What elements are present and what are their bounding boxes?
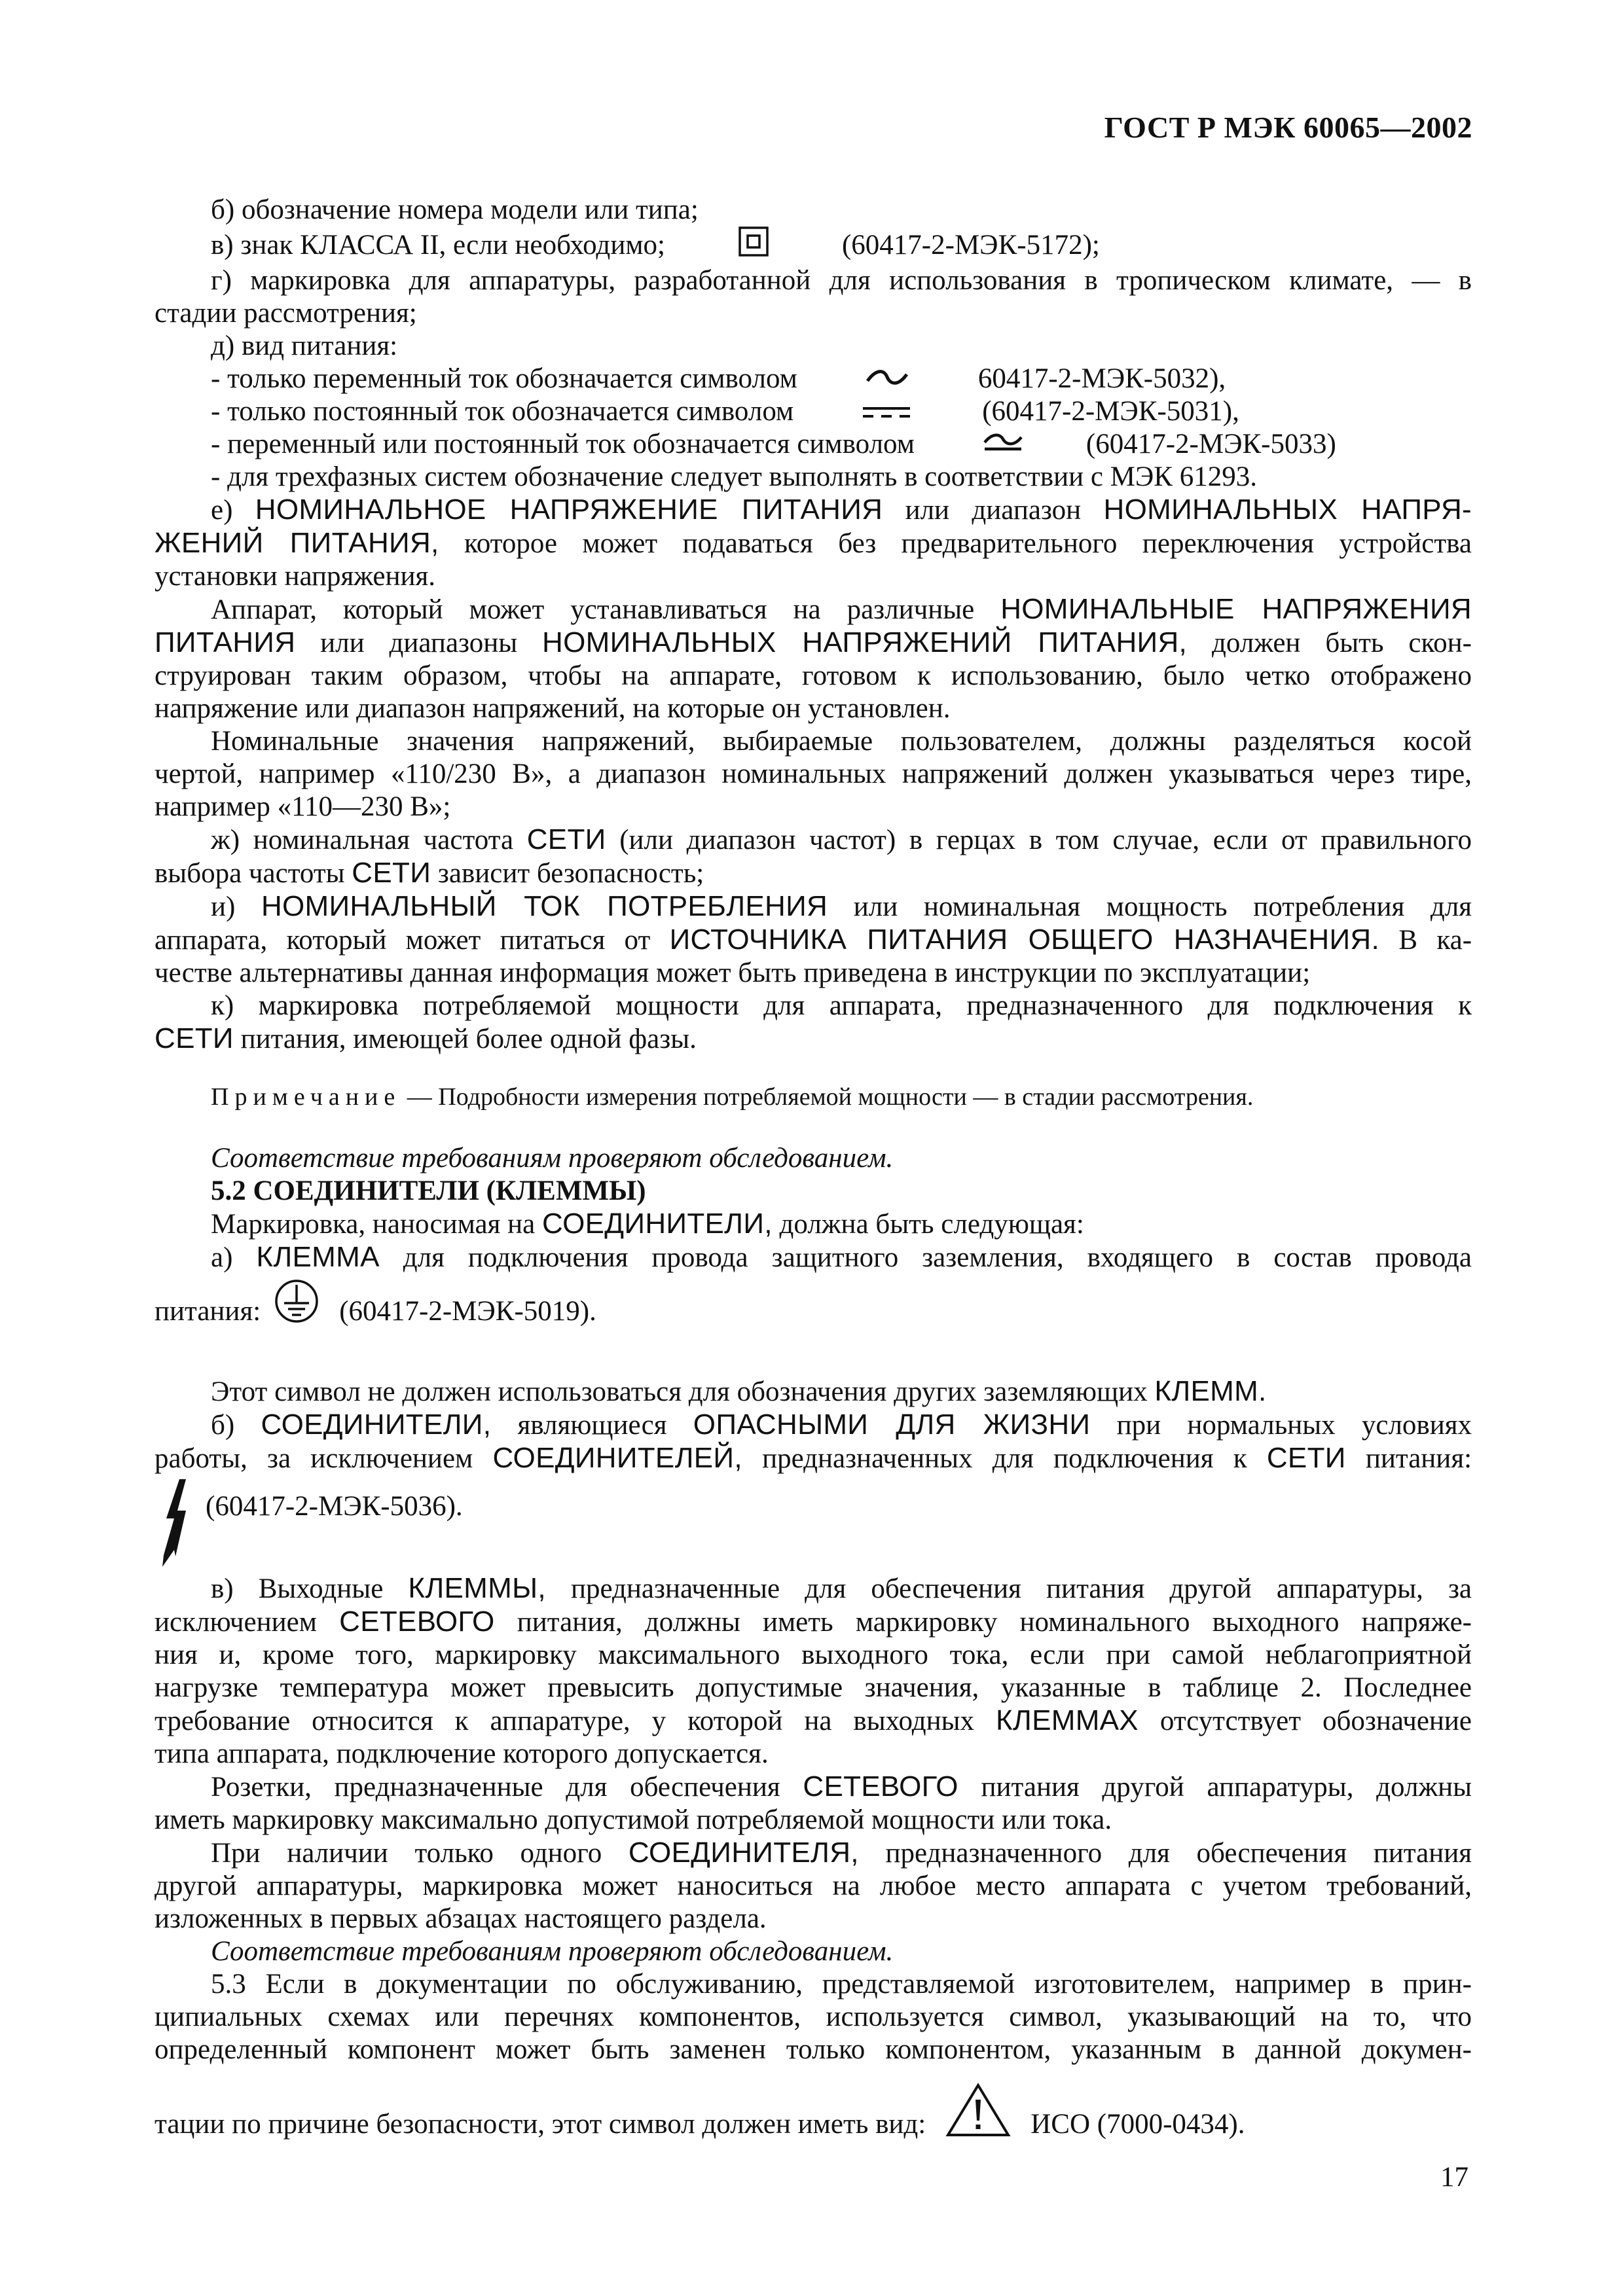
s52-b-line2 xyxy=(155,1442,1472,1475)
s52-v-text5: требование относится к аппаратуре, у которой на выходных xyxy=(155,1706,975,1736)
item-k-text: питания, имеющей более одной фазы. xyxy=(240,1024,697,1054)
s52-b-text2: при нормальных условиях xyxy=(1116,1410,1472,1441)
s52-v-text4: питания, должны иметь маркировку номинального выходного напряже- xyxy=(517,1607,1472,1638)
para1-line4: напряжение или диапазон напряжений, на которые он установлен. xyxy=(155,693,951,724)
s52-r-text: Розетки, предназначенные для обеспечения xyxy=(211,1772,780,1803)
note-text: — Подробности измерения потребляемой мощности — в стадии рассмотрения. xyxy=(407,1083,1254,1111)
dangerous-voltage-icon xyxy=(160,1477,190,1576)
item-zh-text4: зависит безопасность; xyxy=(437,858,704,889)
term-rated-voltages-cont: ЖЕНИЙ ПИТАНИЯ, xyxy=(155,527,439,559)
s52-v-line2 xyxy=(155,1605,1472,1639)
s52-s-line2: другой аппаратуры, маркировка может наноситься на любое место аппарата с учетом требований, xyxy=(155,1871,1472,1901)
s52-b-text: являющиеся xyxy=(517,1410,667,1441)
s52-s-text: При наличии только одного xyxy=(211,1838,602,1869)
s53-ref: ИСО (7000-0434). xyxy=(1030,2109,1245,2140)
item-i-text2: аппарата, который может питаться от xyxy=(155,925,651,956)
s52-b-ref: (60417-2-МЭК-5036). xyxy=(206,1491,463,1522)
term-terminals2: КЛЕММЫ, xyxy=(408,1572,546,1604)
protective-earth-icon xyxy=(274,1278,319,1332)
para2-line3: например «110—230 В»; xyxy=(155,791,451,822)
s52-a-text2: питания: xyxy=(155,1296,261,1327)
section-5-2-heading: 5.2 СОЕДИНИТЕЛИ (КЛЕММЫ) xyxy=(211,1175,646,1206)
term-mains3: СЕТИ xyxy=(155,1022,234,1054)
term-mains2: СЕТИ xyxy=(352,857,431,889)
item-g-line1: г) маркировка для аппаратуры, разработанной для использования в тропическом климате, — в xyxy=(211,265,1472,296)
term-supply: ПИТАНИЯ xyxy=(155,626,296,658)
s52-r-text2: питания другой аппаратуры, должны xyxy=(981,1772,1472,1803)
warning-triangle-icon xyxy=(945,2083,1011,2145)
item-i-line2 xyxy=(155,924,1472,957)
item-ac-ref: 60417-2-МЭК-5032), xyxy=(977,363,1226,394)
s52-a-text: для подключения провода защитного заземления, входящего в состав провода xyxy=(403,1242,1472,1273)
item-v-text: в) знак КЛАССА II, если необходимо; xyxy=(211,230,665,260)
para1-text3: должен быть скон- xyxy=(1211,628,1472,658)
s52-a-text3: Этот символ не должен использоваться для обозначения других заземляющих xyxy=(211,1376,1148,1407)
term-mains4: СЕТИ xyxy=(1266,1442,1346,1474)
item-acdc xyxy=(155,428,1472,461)
term-mains: СЕТИ xyxy=(526,823,606,855)
para1-text2: или диапазоны xyxy=(320,628,518,658)
para2-line2: чертой, например «110/230 В», а диапазон номинальных напряжений должен указываться через тире, xyxy=(155,759,1472,789)
page-header: ГОСТ Р МЭК 60065—2002 xyxy=(1104,111,1472,144)
item-v-ref: (60417-2-МЭК-5172); xyxy=(841,230,1100,260)
term-mains-supply2: СЕТЕВОГО xyxy=(803,1770,958,1803)
s53-line4 xyxy=(155,2095,1472,2154)
s52-v-text2: предназначенные для обеспечения питания другой аппаратуры, за xyxy=(570,1573,1472,1604)
s52-a-line3 xyxy=(155,1375,1472,1408)
term-rated-voltage-ranges: НОМИНАЛЬНЫХ НАПРЯЖЕНИЙ ПИТАНИЯ, xyxy=(542,626,1188,658)
item-e-line1 xyxy=(155,493,1472,527)
term-rated-supply-voltages: НОМИНАЛЬНЫЕ НАПРЯЖЕНИЯ xyxy=(1000,593,1472,625)
term-connectors3: СОЕДИНИТЕЛЕЙ, xyxy=(492,1442,742,1474)
s52-s-text2: предназначенного для обеспечения питания xyxy=(885,1838,1472,1869)
s52-b-text5: питания: xyxy=(1365,1443,1472,1474)
item-e-text2: которое может подаваться без предварительного переключения устройства xyxy=(464,528,1472,559)
item-dc-text: - только постоянный ток обозначается символом xyxy=(211,396,794,427)
s52-r-line2: иметь маркировку максимально допустимой потребляемой мощности или тока. xyxy=(155,1804,1112,1835)
s52-b-text4: предназначенных для подключения к xyxy=(762,1443,1247,1474)
term-connector: СОЕДИНИТЕЛЯ, xyxy=(628,1837,859,1869)
s52-a-ref: (60417-2-МЭК-5019). xyxy=(339,1296,596,1327)
alternating-current-icon xyxy=(809,363,909,395)
para1-line1 xyxy=(155,593,1472,626)
item-ac xyxy=(155,363,1472,395)
check-statement-2: Соответствие требованиям проверяют обследованием. xyxy=(211,1936,894,1967)
check-statement-1: Соответствие требованиям проверяют обследованием. xyxy=(211,1143,894,1174)
item-threephase: - для трехфазных систем обозначение следует выполнять в соответствии с МЭК 61293. xyxy=(211,461,1257,492)
item-i-line3: честве альтернативы данная информация может быть приведена в инструкции по эксплуатации; xyxy=(155,958,1311,988)
item-d: д) вид питания: xyxy=(211,331,398,361)
term-connectors2: СОЕДИНИТЕЛИ, xyxy=(261,1408,492,1441)
s53-text: тации по причине безопасности, этот символ должен иметь вид: xyxy=(155,2109,926,2140)
term-rated-current: НОМИНАЛЬНЫЙ ТОК ПОТРЕБЛЕНИЯ xyxy=(261,890,828,922)
s52-b-marker: б) xyxy=(211,1410,235,1441)
item-i-marker: и) xyxy=(211,891,236,922)
para2-line1: Номинальные значения напряжений, выбираемые пользователем, должны разделяться косой xyxy=(211,726,1472,757)
item-acdc-ref: (60417-2-МЭК-5033) xyxy=(1085,429,1336,459)
term-mains-supply: СЕТЕВОГО xyxy=(339,1605,495,1638)
s52-intro-text2: должна быть следующая: xyxy=(779,1209,1084,1240)
item-e-line3: установки напряжения. xyxy=(155,561,436,592)
item-e-marker: е) xyxy=(211,495,233,526)
item-i-line1 xyxy=(155,890,1472,924)
term-terminal: КЛЕММА xyxy=(256,1241,380,1273)
item-e-line2 xyxy=(155,527,1472,560)
s52-a-marker: а) xyxy=(211,1242,233,1273)
s52-r-line1 xyxy=(155,1770,1472,1804)
s52-b-line1 xyxy=(155,1408,1472,1442)
item-i-text: или номинальная мощность потребления для xyxy=(853,891,1472,922)
para1-line2 xyxy=(155,626,1472,660)
s52-v-text3: исключением xyxy=(155,1607,317,1638)
s52-v-text6: отсутствует обозначение xyxy=(1159,1706,1472,1736)
s52-a-line1 xyxy=(155,1241,1472,1274)
item-zh-text3: выбора частоты xyxy=(155,858,345,889)
item-zh-line2 xyxy=(155,857,1472,890)
s52-a-line2 xyxy=(155,1289,1472,1335)
s52-v-text: в) Выходные xyxy=(211,1573,384,1604)
direct-current-icon xyxy=(805,395,911,428)
item-dc-ref: (60417-2-МЭК-5031), xyxy=(982,396,1239,427)
item-zh-text2: (или диапазон частот) в герцах в том случае, если от правильного xyxy=(619,825,1472,855)
s52-v-line3: ния и, кроме того, маркировку максимального выходного тока, если при самой неблагоприятной xyxy=(155,1640,1472,1670)
s52-v-line1 xyxy=(155,1572,1472,1605)
item-acdc-text: - переменный или постоянный ток обозначается символом xyxy=(211,429,915,459)
class-ii-square-icon xyxy=(682,226,769,264)
para1-text: Аппарат, который может устанавливаться на различные xyxy=(211,594,975,625)
term-hazardous-live: ОПАСНЫМИ ДЛЯ ЖИЗНИ xyxy=(693,1408,1091,1441)
s53-line3: определенный компонент может быть заменен только компонентом, указанным в данной докумен- xyxy=(155,2034,1472,2065)
s52-s-line3: изложенных в первых абзацах настоящего раздела. xyxy=(155,1903,767,1934)
item-k-line2 xyxy=(155,1022,1472,1056)
s52-b-line3 xyxy=(155,1480,1472,1572)
term-general-power-source: ИСТОЧНИКА ПИТАНИЯ ОБЩЕГО НАЗНАЧЕНИЯ. xyxy=(669,924,1380,956)
body-text xyxy=(155,194,1472,2154)
s52-b-text3: работы, за исключением xyxy=(155,1443,473,1474)
item-k-line1: к) маркировка потребляемой мощности для аппарата, предназначенного для подключения к xyxy=(211,990,1472,1021)
item-b: б) обозначение номера модели или типа; xyxy=(211,194,699,225)
ac-dc-icon xyxy=(926,428,1023,461)
term-terminals: КЛЕММ. xyxy=(1154,1375,1267,1407)
s53-line1: 5.3 Если в документации по обслуживанию, представляемой изготовителем, например в прин- xyxy=(211,1969,1472,2000)
item-i-text3: В ка- xyxy=(1398,925,1472,956)
note xyxy=(155,1081,1472,1113)
s52-s-line1 xyxy=(155,1837,1472,1870)
page-number: 17 xyxy=(1440,2162,1468,2193)
item-zh-line1 xyxy=(155,823,1472,857)
item-zh-text: ж) номинальная частота xyxy=(211,825,514,855)
s52-v-line6: типа аппарата, подключение которого допускается. xyxy=(155,1738,769,1769)
s53-line2: ципиальных схемах или перечнях компонентов, используется символ, указывающий на то, что xyxy=(155,2001,1472,2032)
term-rated-voltages: НОМИНАЛЬНЫХ НАПРЯ- xyxy=(1103,493,1472,526)
item-ac-text: - только переменный ток обозначается символом xyxy=(211,363,797,394)
term-connectors: СОЕДИНИТЕЛИ, xyxy=(542,1208,773,1240)
item-g-line2: стадии рассмотрения; xyxy=(155,298,417,329)
s52-intro xyxy=(155,1208,1472,1241)
s52-v-line5 xyxy=(155,1704,1472,1738)
para1-line3: струирован таким образом, чтобы на аппарате, готовом к использованию, было четко отображено xyxy=(155,660,1472,691)
term-rated-supply-voltage: НОМИНАЛЬНОЕ НАПРЯЖЕНИЕ ПИТАНИЯ xyxy=(255,493,883,526)
s52-v-line4: нагрузке температура может превысить допустимые значения, указанные в таблице 2. Последнее xyxy=(155,1672,1472,1703)
item-e-text: или диапазон xyxy=(905,495,1082,526)
s52-intro-text: Маркировка, наносимая на xyxy=(211,1209,536,1240)
term-terminals3: КЛЕММАХ xyxy=(995,1704,1139,1736)
item-dc xyxy=(155,395,1472,428)
note-label: Примечание xyxy=(211,1083,401,1111)
item-v xyxy=(155,226,1472,264)
